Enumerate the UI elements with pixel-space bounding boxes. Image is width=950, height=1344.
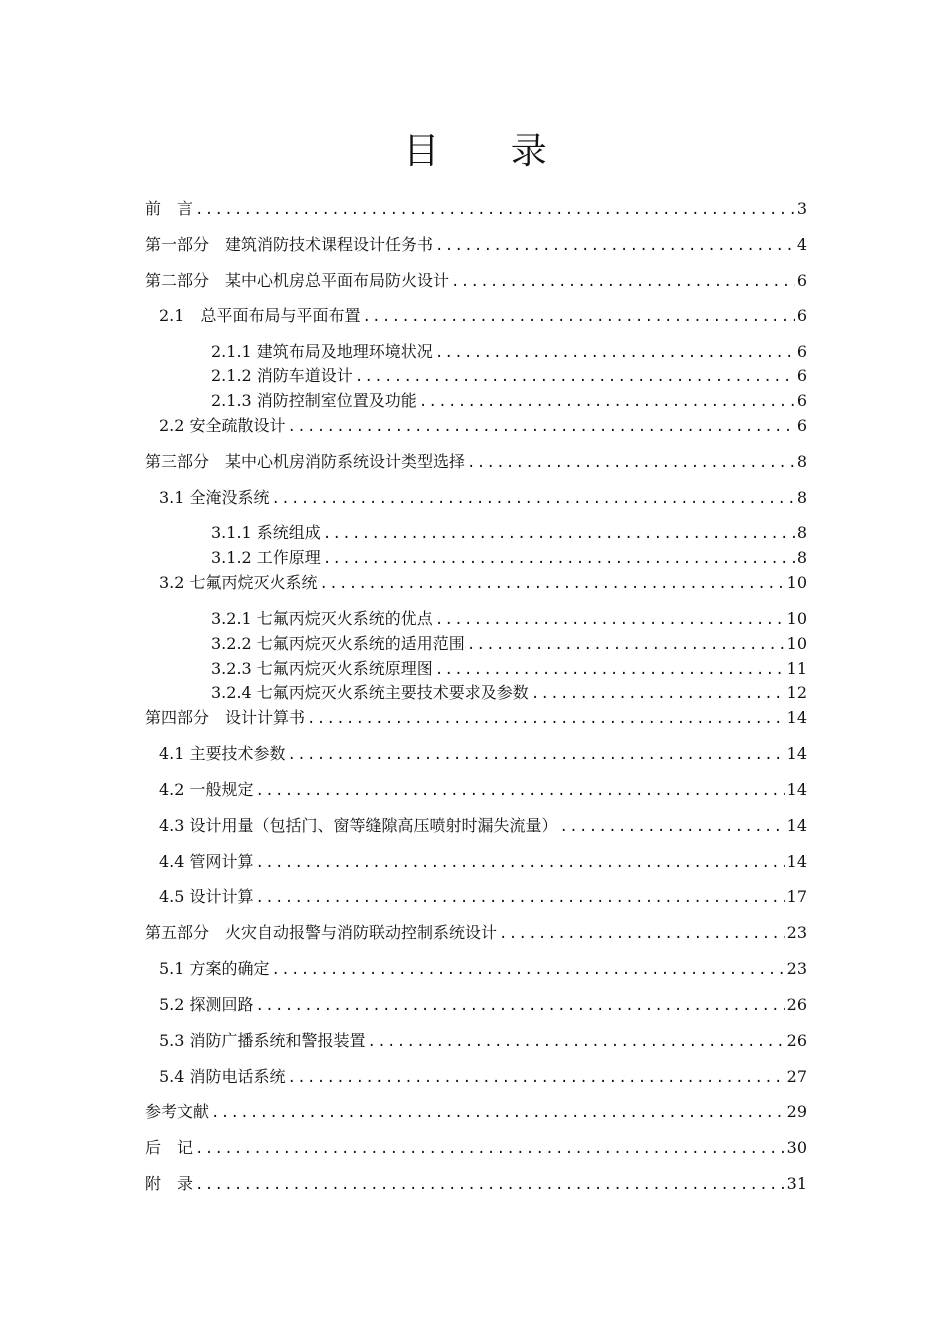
toc-entry-title: 3.1 全淹没系统: [159, 488, 270, 507]
toc-entry-title: 第二部分 某中心机房总平面布局防火设计: [145, 271, 450, 290]
toc-dot-leader: [368, 1030, 785, 1053]
toc-dot-leader: [435, 658, 785, 681]
toc-entry-page: 30: [786, 1138, 807, 1157]
toc-dot-leader: [323, 547, 795, 570]
toc-entry[interactable]: [145, 706, 807, 730]
toc-dot-leader: [419, 390, 795, 413]
toc-dot-leader: [531, 682, 785, 705]
toc-entry-page: 6: [796, 391, 807, 410]
toc-entry-title: 2.1 总平面布局与平面布置: [159, 306, 361, 325]
toc-entry-title: 2.1.2 消防车道设计: [211, 366, 353, 385]
toc-dot-leader: [211, 1101, 785, 1124]
toc-dot-leader: [435, 608, 785, 631]
toc-entry-title: 4.4 管网计算: [159, 852, 254, 871]
toc-entry-title: 3.1.1 系统组成: [211, 523, 321, 542]
toc-entry[interactable]: [159, 571, 807, 595]
toc-dot-leader: [355, 365, 795, 388]
toc-entry[interactable]: [211, 364, 807, 388]
toc-entry-page: 14: [786, 780, 807, 799]
toc-entry[interactable]: [145, 1136, 807, 1160]
toc-entry-title: 附 录: [145, 1174, 194, 1193]
toc-dot-leader: [272, 958, 785, 981]
toc-dot-leader: [320, 572, 785, 595]
toc-entry-page: 8: [796, 488, 807, 507]
toc-entry-page: 14: [786, 852, 807, 871]
toc-entry[interactable]: [211, 546, 807, 570]
toc-entry-title: 第五部分 火灾自动报警与消防联动控制系统设计: [145, 923, 498, 942]
toc-dot-leader: [256, 886, 785, 909]
toc-dot-leader: [288, 743, 785, 766]
toc-entry[interactable]: [159, 1029, 807, 1053]
toc-entry-title: 2.1.1 建筑布局及地理环境状况: [211, 342, 433, 361]
toc-entry[interactable]: [145, 1100, 807, 1124]
toc-entry-title: 5.4 消防电话系统: [159, 1067, 286, 1086]
toc-entry[interactable]: [159, 993, 807, 1017]
toc-entry-page: 29: [786, 1102, 807, 1121]
toc-entry-title: 3.1.2 工作原理: [211, 548, 321, 567]
toc-dot-leader: [451, 270, 795, 293]
toc-dot-leader: [499, 922, 785, 945]
toc-entry[interactable]: [211, 632, 807, 656]
toc-entry[interactable]: [159, 742, 807, 766]
toc-entry-page: 8: [796, 548, 807, 567]
toc-entry-page: 6: [796, 416, 807, 435]
toc-dot-leader: [288, 1066, 785, 1089]
toc-entry[interactable]: [211, 681, 807, 705]
toc-entry[interactable]: [211, 389, 807, 413]
toc-entry-page: 6: [796, 271, 807, 290]
toc-entry[interactable]: [145, 921, 807, 945]
toc-entry[interactable]: [159, 885, 807, 909]
toc-entry-title: 5.2 探测回路: [159, 995, 254, 1014]
toc-dot-leader: [256, 994, 785, 1017]
toc-entry[interactable]: [211, 521, 807, 545]
toc-entry[interactable]: [159, 304, 807, 328]
toc-entry-title: 5.3 消防广播系统和警报装置: [159, 1031, 366, 1050]
toc-entry[interactable]: [159, 1065, 807, 1089]
toc-entry[interactable]: [145, 233, 807, 257]
toc-entry-page: 31: [786, 1174, 807, 1193]
toc-entry-page: 12: [786, 683, 807, 702]
toc-entry[interactable]: [159, 850, 807, 874]
toc-dot-leader: [256, 851, 785, 874]
toc-entry-page: 14: [786, 708, 807, 727]
toc-entry-page: 6: [796, 342, 807, 361]
toc-entry-title: 第一部分 建筑消防技术课程设计任务书: [145, 235, 434, 254]
toc-entry-page: 14: [786, 744, 807, 763]
toc-entry-title: 5.1 方案的确定: [159, 959, 270, 978]
toc-dot-leader: [362, 305, 794, 328]
toc-entry-title: 后 记: [145, 1138, 194, 1157]
toc-entry-page: 10: [786, 609, 807, 628]
toc-entry-title: 4.3 设计用量（包括门、窗等缝隙高压喷射时漏失流量）: [159, 816, 558, 835]
toc-entry-page: 8: [796, 452, 807, 471]
toc-entry[interactable]: [145, 1172, 807, 1196]
toc-entry[interactable]: [159, 486, 807, 510]
toc-entry-title: 参考文献: [145, 1102, 210, 1121]
toc-entry-page: 8: [796, 523, 807, 542]
toc-entry[interactable]: [211, 657, 807, 681]
toc-entry[interactable]: [145, 269, 807, 293]
toc-entry-page: 26: [786, 1031, 807, 1050]
toc-entry-page: 23: [786, 923, 807, 942]
toc-entry-page: 17: [786, 887, 807, 906]
toc-entry-title: 3.2.1 七氟丙烷灭火系统的优点: [211, 609, 433, 628]
page-title: 目 录: [403, 131, 577, 172]
toc-entry-page: 11: [786, 659, 807, 678]
toc-entry-page: 27: [786, 1067, 807, 1086]
toc-entry-title: 第四部分 设计计算书: [145, 708, 306, 727]
toc-dot-leader: [195, 1173, 785, 1196]
toc-dot-leader: [195, 198, 795, 221]
toc-entry[interactable]: [211, 607, 807, 631]
toc-entry-page: 6: [796, 306, 807, 325]
toc-entry-title: 第三部分 某中心机房消防系统设计类型选择: [145, 452, 466, 471]
toc-entry-page: 14: [786, 816, 807, 835]
toc-entry[interactable]: [145, 197, 807, 221]
toc-dot-leader: [288, 415, 795, 438]
toc-entry-page: 4: [796, 235, 807, 254]
toc-dot-leader: [307, 707, 785, 730]
toc-entry-title: 4.2 一般规定: [159, 780, 254, 799]
toc-dot-leader: [435, 234, 795, 257]
toc-dot-leader: [435, 341, 795, 364]
toc-entry-title: 3.2.4 七氟丙烷灭火系统主要技术要求及参数: [211, 683, 529, 702]
toc-entry-page: 6: [796, 366, 807, 385]
toc-entry-title: 4.1 主要技术参数: [159, 744, 286, 763]
toc-entry-title: 4.5 设计计算: [159, 887, 254, 906]
toc-entry-title: 3.2.2 七氟丙烷灭火系统的适用范围: [211, 634, 465, 653]
toc-entry-page: 23: [786, 959, 807, 978]
toc-dot-leader: [195, 1137, 785, 1160]
toc-entry[interactable]: [211, 340, 807, 364]
toc-entry-title: 2.2 安全疏散设计: [159, 416, 286, 435]
toc-entry[interactable]: [159, 414, 807, 438]
toc-dot-leader: [467, 451, 795, 474]
toc-dot-leader: [256, 779, 785, 802]
toc-entry-title: 3.2.3 七氟丙烷灭火系统原理图: [211, 659, 433, 678]
toc-entry-page: 26: [786, 995, 807, 1014]
toc-entry-page: 10: [786, 573, 807, 592]
toc-entry-title: 2.1.3 消防控制室位置及功能: [211, 391, 417, 410]
toc-entry[interactable]: [159, 957, 807, 981]
toc-dot-leader: [272, 487, 795, 510]
toc-entry-title: 3.2 七氟丙烷灭火系统: [159, 573, 318, 592]
toc-entry-page: 3: [796, 199, 807, 218]
toc-entry[interactable]: [159, 814, 807, 838]
toc-dot-leader: [323, 522, 795, 545]
toc-entry-page: 10: [786, 634, 807, 653]
toc-entry[interactable]: [145, 450, 807, 474]
toc-dot-leader: [467, 633, 785, 656]
toc-entry[interactable]: [159, 778, 807, 802]
toc-entry-title: 前 言: [145, 199, 194, 218]
toc-dot-leader: [560, 815, 785, 838]
